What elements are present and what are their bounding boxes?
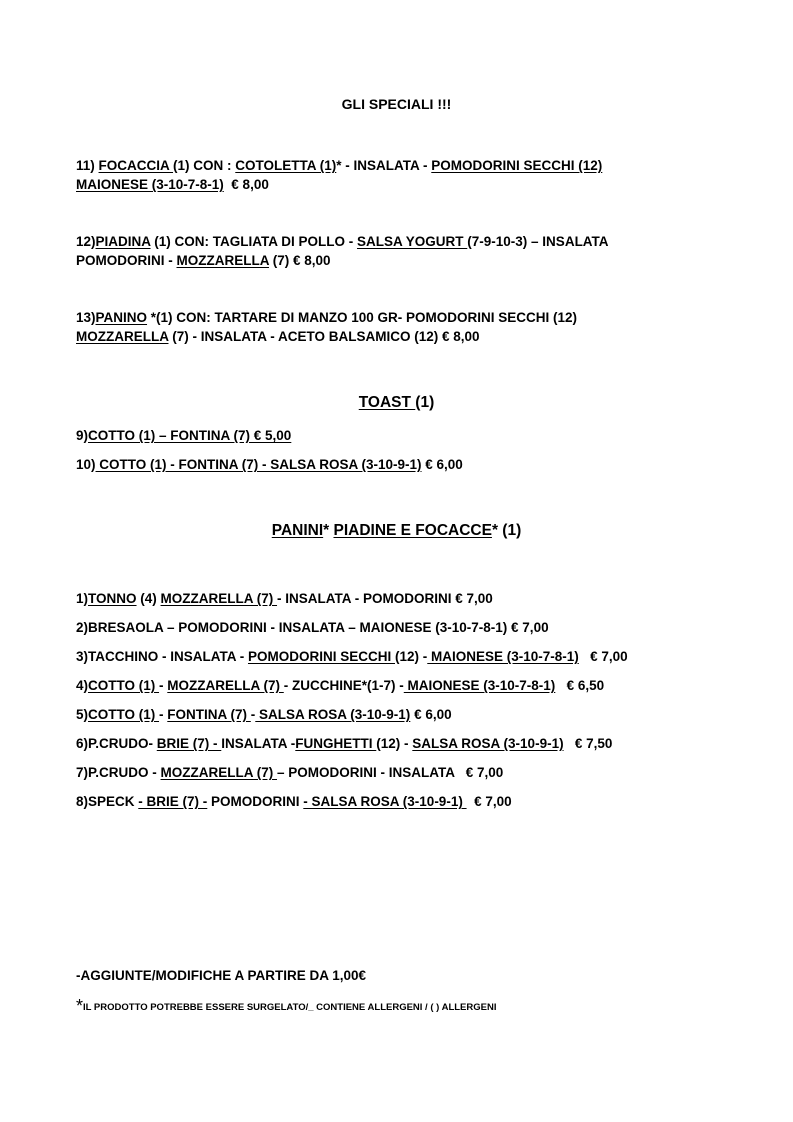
text-run: 8)SPECK [76,794,139,809]
panini-item [76,677,604,694]
text-run: POMODORINI [207,794,304,809]
special-item-line [76,176,269,193]
special-item-line [76,328,480,345]
underlined-text: COTTO (1) - FONTINA (7) - SALSA ROSA (3-10-9-1) [95,457,422,472]
text-run: € 7,50 [563,736,613,751]
underlined-text: TOAST [358,394,416,411]
underlined-text: MOZZARELLA (7) [160,765,277,780]
asterisk: * [76,996,84,1016]
text-run: 10) [76,457,96,472]
text-run: 3)TACCHINO - INSALATA - [76,649,248,664]
text-run: - [250,707,256,722]
panini-item [76,706,452,723]
text-run: * (1) [491,522,522,539]
underlined-text: PIADINA [95,234,151,249]
underlined-text: POMODORINI SECCHI [247,649,395,664]
underlined-text: MOZZARELLA (7) [160,591,278,606]
underlined-text: COTTO (1) [88,707,160,722]
underlined-text: FUNGHETTI [295,736,377,751]
text-run: - [159,707,168,722]
specials-title: GLI SPECIALI !!! [341,96,452,112]
panini-item [76,648,628,665]
text-run: 7)P.CRUDO - [76,765,161,780]
panini-item [76,764,503,781]
text-run: € 7,00 [578,649,628,664]
special-item-line [76,233,609,250]
panini-item [76,735,612,752]
allergen-note [76,997,496,1016]
underlined-text: FONTINA (7) [167,707,251,722]
underlined-text: SALSA YOGURT [357,234,468,249]
underlined-text: PANINI [271,522,324,539]
text-run: (7) € 8,00 [268,253,331,268]
text-run: (12) - [395,649,428,664]
text-run: *(1) CON: TARTARE DI MANZO 100 GR- POMODORINI SECCHI (12) [147,310,578,325]
toast-title [0,394,793,412]
text-run: POMODORINI - [76,253,177,268]
extras-note: -AGGIUNTE/MODIFICHE A PARTIRE DA 1,00€ [76,968,367,983]
text-run: (1) CON : [173,158,236,173]
text-run: (12) - [376,736,413,751]
underlined-text: MOZZARELLA [76,329,169,344]
underlined-text: COTTO (1) [88,678,160,693]
text-run: 12) [76,234,96,249]
underlined-text: MOZZARELLA (7) [167,678,284,693]
text-run: - [159,678,168,693]
text-run: (4) [136,591,161,606]
underlined-text: MOZZARELLA [176,253,269,268]
panini-item [76,793,512,810]
underlined-text: TONNO [88,591,137,606]
underlined-text: SALSA ROSA (3-10-9-1) [412,736,564,751]
special-item-line [76,309,577,326]
underlined-text: - BRIE (7) - [138,794,208,809]
text-run: * - INSALATA - [336,158,432,173]
text-run: € 8,00 [223,177,269,192]
text-run: - ZUCCHINE*(1-7) - [283,678,404,693]
toast-item [76,427,291,444]
text-run: 9) [76,428,89,443]
text-run: INSALATA - [221,736,296,751]
panini-item [76,590,493,607]
underlined-text: POMODORINI SECCHI (12) [431,158,603,173]
text-run: (1) CON: TAGLIATA DI POLLO - [150,234,358,249]
text-run: € 6,50 [555,678,605,693]
underlined-text: MAIONESE (3-10-7-8-1) [403,678,556,693]
text-run: 2)BRESAOLA – POMODORINI - INSALATA – MAIONESE (3-10-7-8-1) € 7,00 [76,620,549,635]
underlined-text: MAIONESE (3-10-7-8-1) [427,649,579,664]
text-run: 13) [76,310,96,325]
underlined-text: PANINO [95,310,148,325]
allergen-text: IL PRODOTTO POTREBBE ESSERE SURGELATO/_ CONTIENE ALLERGENI / ( ) ALLERGENI [83,1002,497,1013]
text-run: 11) [76,158,99,173]
toast-item [76,456,463,473]
text-run: (7) - INSALATA - ACETO BALSAMICO (12) € 8,00 [168,329,480,344]
panini-title [0,522,793,540]
underlined-text: COTTO (1) – FONTINA (7) € 5,00 [88,428,292,443]
special-item-line [76,252,331,269]
underlined-text: FOCACCIA [98,158,174,173]
text-run: 5) [76,707,89,722]
underlined-text: COTOLETTA (1) [235,158,337,173]
text-run: (7-9-10-3) – INSALATA [467,234,609,249]
underlined-text: MAIONESE (3-10-7-8-1) [76,177,224,192]
text-run: € 6,00 [421,457,463,472]
underlined-text: PIADINE E FOCACCE [333,522,492,539]
text-run: (1) [415,394,435,411]
text-run: - INSALATA - POMODORINI € 7,00 [277,591,493,606]
text-run: 1) [76,591,89,606]
underlined-text: SALSA ROSA (3-10-9-1) [255,707,411,722]
text-run: € 6,00 [410,707,452,722]
text-run: 6)P.CRUDO- [76,736,157,751]
underlined-text: - SALSA ROSA (3-10-9-1) [303,794,467,809]
underlined-text: BRIE (7) - [156,736,222,751]
text-run: * [323,522,334,539]
text-run: € 7,00 [466,794,512,809]
text-run: 4) [76,678,89,693]
special-item-line [76,157,602,174]
text-run: – POMODORINI - INSALATA € 7,00 [277,765,504,780]
panini-item [76,619,549,636]
